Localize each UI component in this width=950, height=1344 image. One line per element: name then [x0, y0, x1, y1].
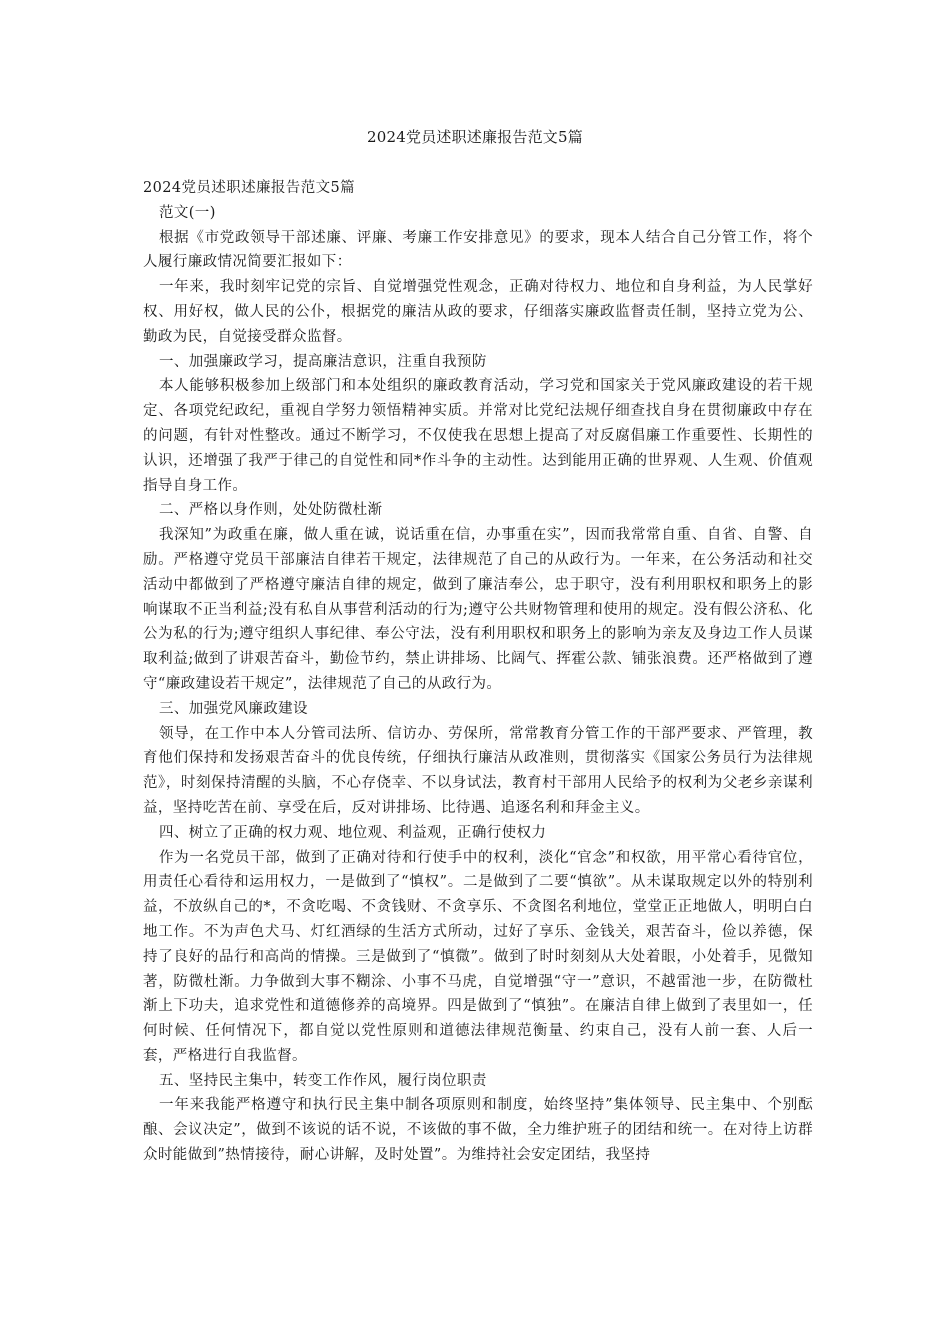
paragraph: 一年来我能严格遵守和执行民主集中制各项原则和制度，始终坚持”集体领导、民主集中、个别酝酿、会议决定”，做到不该说的话不说，不该做的事不做，全力维护班子的团结和统一。在对待上访群众时能做到”热情接待，耐心讲解，及时处置”。为维持社会安定团结，我坚持: [143, 1097, 813, 1164]
body-heading: 2024党员述职述廉报告范文5篇: [143, 180, 356, 196]
document-title: 2024党员述职述廉报告范文5篇: [367, 128, 583, 146]
document-body: [143, 176, 813, 1168]
paragraph: 我深知”为政重在廉，做人重在诚，说话重在信，办事重在实”，因而我常常自重、自省、自警、自励。严格遵守党员干部廉洁自律若干规定，法律规范了自己的从政行为。一年来，在公务活动和社交活动中都做到了严格遵守廉洁自律的规定，做到了廉洁奉公，忠于职守，没有利用职权和职务上的影响谋取不正当利益;没有私自从事营利活动的行为;遵守公共财物管理和使用的规定。没有假公济私、化公为私的行为;遵守组织人事纪律、奉公守法，没有利用职权和职务上的影响为亲友及身边工作人员谋取利益;做到了讲艰苦奋斗，勤俭节约，禁止讲排场、比阔气、挥霍公款、铺张浪费。还严格做到了遵守“廉政建设若干规定”，法律规范了自己的从政行为。: [143, 527, 813, 692]
paragraph: 领导，在工作中本人分管司法所、信访办、劳保所，常常教育分管工作的干部严要求、严管理，教育他们保持和发扬艰苦奋斗的优良传统，仔细执行廉洁从政准则，贯彻落实《国家公务员行为法律规范》，时刻保持清醒的头脑，不心存侥幸、不以身试法，教育村干部用人民给予的权利为父老乡亲谋利益，坚持吃苦在前、享受在后，反对讲排场、比待遇、追逐名利和拜金主义。: [143, 725, 813, 816]
section-heading: 四、树立了正确的权力观、地位观、利益观，正确行使权力: [158, 824, 547, 841]
sample-label: 范文(一): [158, 204, 216, 221]
paragraph: 本人能够积极参加上级部门和本处组织的廉政教育活动，学习党和国家关于党风廉政建设的若干规定、各项党纪政纪，重视自学努力领悟精神实质。并常对比党纪法规仔细查找自身在贯彻廉政中存在的问题，有针对性整改。通过不断学习，不仅使我在思想上提高了对反腐倡廉工作重要性、长期性的认识，还增强了我严于律己的自觉性和同*作斗争的主动性。达到能用正确的世界观、人生观、价值观指导自身工作。: [143, 378, 813, 494]
section-heading: 一、加强廉政学习，提高廉洁意识，注重自我预防: [158, 353, 487, 370]
section-heading: 三、加强党风廉政建设: [158, 700, 308, 717]
section-heading: 五、坚持民主集中，转变工作作风，履行岗位职责: [158, 1072, 487, 1089]
paragraph: 一年来，我时刻牢记党的宗旨、自觉增强党性观念，正确对待权力、地位和自身利益，为人民掌好权、用好权，做人民的公仆，根据党的廉洁从政的要求，仔细落实廉政监督责任制，坚持立党为公、勤政为民，自觉接受群众监督。: [143, 279, 813, 345]
section-heading: 二、严格以身作则，处处防微杜渐: [158, 502, 383, 519]
paragraph: 作为一名党员干部，做到了正确对待和行使手中的权利，淡化“官念”和权欲，用平常心看待官位，用责任心看待和运用权力，一是做到了“慎权”。二是做到了二要“慎欲”。从未谋取规定以外的特别利益，不放纵自己的*，不贪吃喝、不贪钱财、不贪享乐、不贪图名利地位，堂堂正正地做人，明明白白地工作。不为声色犬马、灯红酒绿的生活方式所动，过好了享乐、金钱关，艰苦奋斗，俭以养德，保持了良好的品行和高尚的情操。三是做到了“慎微”。做到了时时刻刻从大处着眼，小处着手，见微知著，防微杜渐。力争做到大事不糊涂、小事不马虎，自觉增强“守一”意识，不越雷池一步，在防微杜渐上下功夫，追求党性和道德修养的高境界。四是做到了“慎独”。在廉洁自律上做到了表里如一，任何时候、任何情况下，都自觉以党性原则和道德法律规范衡量、约束自己，没有人前一套、人后一套，严格进行自我监督。: [143, 849, 813, 1064]
paragraph: 根据《市党政领导干部述廉、评廉、考廉工作安排意见》的要求，现本人结合自己分管工作，将个人履行廉政情况简要汇报如下：: [143, 229, 813, 271]
